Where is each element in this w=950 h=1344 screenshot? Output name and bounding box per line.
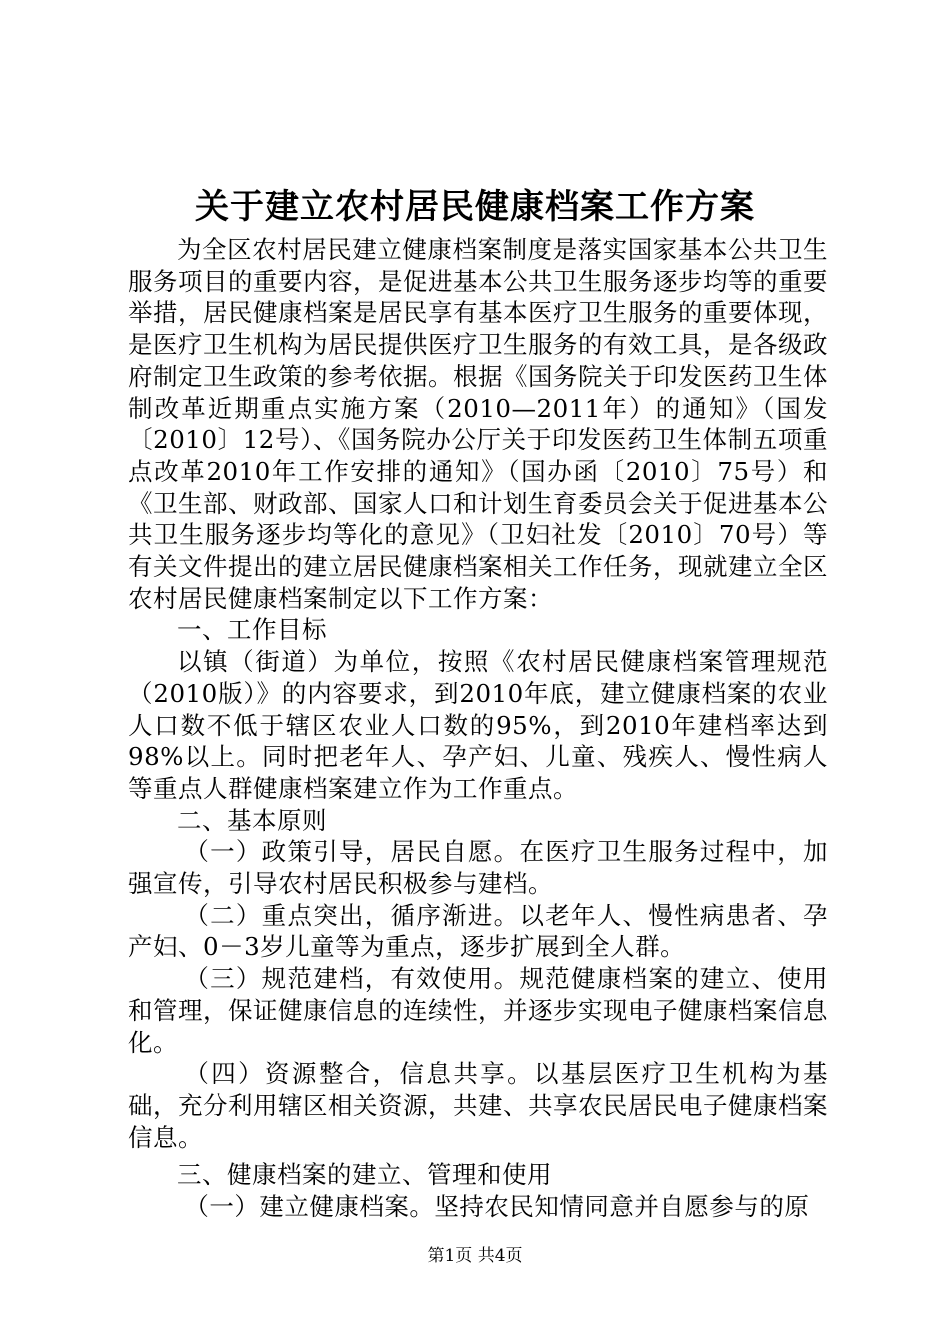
principle-item: （三）规范建档，有效使用。规范健康档案的建立、使用和管理，保证健康信息的连续性，并逐步实现电子健康档案信息化。 bbox=[128, 964, 828, 1057]
principle-item: （一）政策引导，居民自愿。在医疗卫生服务过程中，加强宣传，引导农村居民积极参与建档。 bbox=[128, 837, 828, 899]
document-body bbox=[128, 234, 828, 1223]
page-footer: 第1页 共4页 bbox=[427, 1246, 523, 1266]
section-heading-goals: 一、工作目标 bbox=[177, 615, 327, 645]
archives-item: （一）建立健康档案。坚持农民知情同意并自愿参与的原 bbox=[184, 1192, 810, 1222]
section-heading-principles: 二、基本原则 bbox=[177, 805, 327, 835]
section-heading-archives: 三、健康档案的建立、管理和使用 bbox=[177, 1160, 552, 1190]
goals-paragraph: 以镇（街道）为单位，按照《农村居民健康档案管理规范（2010版）》的内容要求，到2010年底，建立健康档案的农业人口数不低于辖区农业人口数的95%，到2010年建档率达到98%以上。同时把老年人、孕产妇、儿童、残疾人、慢性病人等重点人群健康档案建立作为工作重点。 bbox=[128, 647, 828, 803]
document-title: 关于建立农村居民健康档案工作方案 bbox=[195, 187, 755, 227]
intro-paragraph: 为全区农村居民建立健康档案制度是落实国家基本公共卫生服务项目的重要内容，是促进基本公共卫生服务逐步均等的重要举措，居民健康档案是居民享有基本医疗卫生服务的重要体现，是医疗卫生机构为居民提供医疗卫生服务的有效工具，是各级政府制定卫生政策的参考依据。根据《国务院关于印发医药卫生体制改革近期重点实施方案（2010—2011年）的通知》（国发〔2010〕12号）、《国务院办公厅关于印发医药卫生体制五项重点改革2010年工作安排的通知》（国办函〔2010〕75号）和《卫生部、财政部、国家人口和计划生育委员会关于促进基本公共卫生服务逐步均等化的意见》（卫妇社发〔2010〕70号）等有关文件提出的建立居民健康档案相关工作任务，现就建立全区农村居民健康档案制定以下工作方案： bbox=[128, 235, 828, 613]
principle-item: （四）资源整合，信息共享。以基层医疗卫生机构为基础，充分利用辖区相关资源，共建、共享农民居民电子健康档案信息。 bbox=[128, 1059, 828, 1152]
principle-item: （二）重点突出，循序渐进。以老年人、慢性病患者、孕产妇、0－3岁儿童等为重点，逐步扩展到全人群。 bbox=[128, 900, 828, 962]
